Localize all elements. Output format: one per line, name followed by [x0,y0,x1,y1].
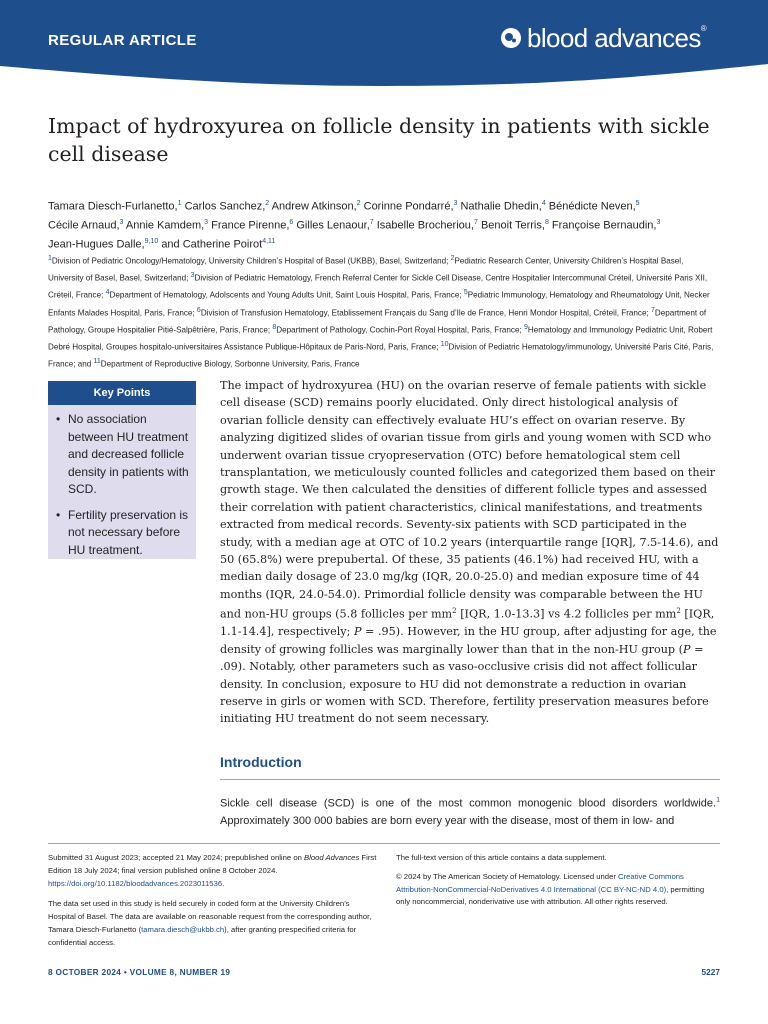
author-name: France Pirenne, [211,219,290,232]
author-name: Jean-Hugues Dalle, [48,238,145,251]
affiliation-text: Pediatric Immunology, Hematology and Rheumatology Unit, Necker Enfants Malades Hospital, Paris, France; [48,291,710,318]
author-affiliation-ref[interactable]: 6 [289,219,294,227]
abstract-text: = .95). However, in the HU group, after adjusting for age, the density of growing follicles was marginally lower than that in the non-HU group ( [220,625,717,656]
author-affiliation-ref[interactable]: 3 [119,219,124,227]
affiliation-text: Department of Pathology, Groupe Hospitalier Pitié-Salpêtrière, Paris, France; [48,308,707,335]
author-affiliation-ref[interactable]: 2 [356,200,361,207]
footnote-text: , permitting only noncommercial, nonderivative use with attribution. All other rights reserved. [396,884,705,907]
author-affiliation-ref[interactable]: 4 [541,200,546,207]
footnote-text: . [222,878,225,888]
page-number: 5227 [701,967,720,977]
footnote-divider [48,843,720,844]
author-name: Cécile Arnaud, [48,219,120,232]
author-name: Isabelle Brocheriou, [376,219,474,232]
key-points-box [48,381,196,559]
doi-link[interactable]: https://doi.org/10.1182/bloodadvances.2023011536 [48,878,223,888]
key-point-item: • Fertility preservation is not necessary before HU treatment. [56,507,190,560]
author-affiliation-ref[interactable]: 7 [369,219,374,227]
affiliation-number: 8 [272,323,277,331]
supplement-note: The full-text version of this article contains a data supplement. [396,853,607,862]
affiliation-number: 9 [523,323,528,331]
trademark-mark: ® [700,24,707,33]
affiliation-number: 10 [440,340,449,348]
affiliation-text: Department of Pathology, Cochin-Port Royal Hospital, Paris, France; [276,325,524,335]
affiliation-text: Division of Pediatric Oncology/Hematology, University Children’s Hospital of Basel (UKBB), Basel, Switzerland; [51,256,451,266]
footnote-text: © 2024 by The American Society of Hematology. Licensed under [396,871,619,881]
data-availability-note [48,898,378,949]
author-name: Andrew Atkinson, [271,200,357,213]
author-name: Nathalie Dhedin, [460,200,542,213]
affiliation-number: 11 [93,358,101,366]
author-name: Gilles Lenaour, [296,219,370,232]
author-name: Corinne Pondarré, [363,200,454,213]
journal-brand[interactable] [500,22,707,54]
author-name: Bénédicte Neven, [548,200,636,213]
submission-note [48,852,378,890]
affiliation-number: 5 [463,289,468,297]
author-affiliation-ref[interactable]: 8 [544,219,549,227]
author-affiliation-ref[interactable]: 3 [453,200,458,207]
affiliation-text: Pediatric Research Center, University Children’s Hospital Basel, University of Basel, Basel, Switzerland; [48,256,684,283]
superscript: 2 [452,607,457,616]
author-name: Françoise Bernaudin, [551,219,657,232]
author-affiliation-ref[interactable]: 1 [177,200,182,207]
journal-name: Blood Advances [304,853,360,862]
author-affiliation-ref[interactable]: 2 [265,200,270,207]
affiliation-number: 3 [190,272,195,280]
key-points-list [48,405,196,559]
affiliation-text: Division of Pediatric Hematology/immunology, Université Paris Cité, Paris, France; and [48,342,714,369]
affiliation-text: Department of Reproductive Biology, Sorbonne University, Paris, France [100,359,360,369]
author-name: Benoit Terris, [480,219,545,232]
abstract-paragraph [220,377,720,728]
email-link[interactable]: tamara.diesch@ukbb.ch [141,924,225,934]
affiliation-number: 7 [650,306,655,314]
key-points-heading: Key Points [48,381,196,405]
license-note [396,871,720,909]
superscript: 2 [676,607,681,616]
author-affiliation-ref[interactable]: 5 [635,200,640,207]
footnote-text: Submitted 31 August 2023; accepted 21 May 2024; prepublished online on [48,853,305,862]
key-point-item: • No association between HU treatment and decreased follicle density in patients with SCD. [56,411,190,499]
author-list [48,196,728,253]
article-type-label: REGULAR ARTICLE [48,32,197,49]
affiliation-number: 4 [105,289,110,297]
footnote-text: ), after granting prespecified criteria for confidential access. [48,924,357,947]
section-heading-introduction: Introduction [220,754,302,770]
journal-brand-name: blood advances [527,22,701,53]
footnotes-left [48,852,378,958]
affiliation-text: Department of Hematology, Adolscents and Young Adults Unit, Saint Louis Hospital, Paris, France; [109,291,464,301]
affiliation-list [48,252,720,372]
author-affiliation-ref[interactable]: 9,10 [144,238,159,246]
affiliation-text: Division of Transfusion Hematology, Etablissement Français du Sang d’Ile de France, Henri Mondor Hospital, Créteil, France; [200,308,651,318]
author-affiliation-ref[interactable]: 3 [656,219,661,227]
abstract-text: [IQR, 1.0-13.3] vs 4.2 follicles per mm [456,608,677,622]
article-title: Impact of hydroxyurea on follicle density in patients with sickle cell disease [48,114,710,166]
issue-info: 8 OCTOBER 2024 • VOLUME 8, NUMBER 19 [48,967,231,977]
citation-ref[interactable]: 1 [716,797,720,804]
author-name: Carlos Sanchez, [184,200,266,213]
author-affiliation-ref[interactable]: 7 [473,219,478,227]
author-name: Tamara Diesch-Furlanetto, [48,200,178,213]
abstract-text: = .09). Notably, other parameters such as vaso-occlusive crisis did not affect follicular density. In conclusion, exposure to HU did not demonstrate a reduction in ovarian reserve in girls or women with SCD. Therefore, fertility preservation measures before initiating HU treatment do not seem necessary. [220,642,709,726]
abstract-text: The impact of hydroxyurea (HU) on the ovarian reserve of female patients with sickle cell disease (SCD) remains poorly elucidated. Only direct histological analysis of ovarian follicle density can effectively evaluate HU’s effect on ovarian reserve. By analyzing digitized slides of ovarian tissue from girls and young women with SCD who underwent ovarian tissue cryopreservation (OTC) before hematological stem cell transplantation, we meticulously counted follicles and categorized them based on their growth stage. We then calculated the densities of different follicle types and assessed their correlation with patient characteristics, clinical manifestations, and treatments extracted from medical records. Seventy-six patients with SCD participated in the study, with a median age at OTC of 10.2 years (interquartile range [IQR], 7.5-14.6), and 50 (65.8%) were prepubertal. Of these, 35 patients (46.1%) had received HU, with a median daily dosage of 23.0 mg/kg (IQR, 20.0-25.0) and median exposure time of 44 months (IQR, 24.0-54.0). Primordial follicle density was comparable between the HU and non-HU groups (5.8 follicles per mm [220,379,719,622]
introduction-paragraph [220,792,720,830]
p-value-symbol: P [683,642,691,656]
author-affiliation-ref[interactable]: 3 [204,219,209,227]
footnote-text: First Edition 18 July 2024; final version published online 8 October 2024. [48,853,377,875]
intro-text: Approximately 300 000 babies are born every year with the disease, most of them in low- and [220,814,675,827]
intro-text: Sickle cell disease (SCD) is one of the most common monogenic blood disorders worldwide. [220,797,717,810]
blood-drop-logo-icon [500,27,522,49]
author-name: Annie Kamdem, [125,219,205,232]
affiliation-number: 2 [450,255,455,262]
affiliation-number: 6 [196,306,201,314]
abstract-text: [IQR, 1.1-14.4], respectively; [220,608,715,639]
p-value-symbol: P [353,625,362,639]
affiliation-text: Hematology and Immunology Pediatric Unit, Robert Debré Hospital, Groupes hospitalo-universitaires Assistance Publique-Hôpitaux de Paris-Nord, Paris, France; [48,325,713,352]
footnotes-right [396,852,720,915]
affiliation-text: Division of Pediatric Hematology, French Referral Center for Sickle Cell Disease, Centre Hospitalier Intercommunal Créteil, Université Paris XII, Créteil, France; [48,273,708,301]
footnote-text: The data set used in this study is held securely in coded form at the University Children’s Hospital of Basel. The data are available on reasonable request from the corresponding author, Tamara Diesch-Furlanetto ( [48,899,372,934]
author-name: and Catherine Poirot [161,238,263,251]
section-divider [220,779,720,780]
affiliation-number: 1 [48,255,52,262]
license-link[interactable]: Creative Commons Attribution-NonCommercial-NoDerivatives 4.0 International (CC BY-NC-ND 4.0) [396,871,684,894]
author-affiliation-ref[interactable]: 4,11 [262,238,276,246]
